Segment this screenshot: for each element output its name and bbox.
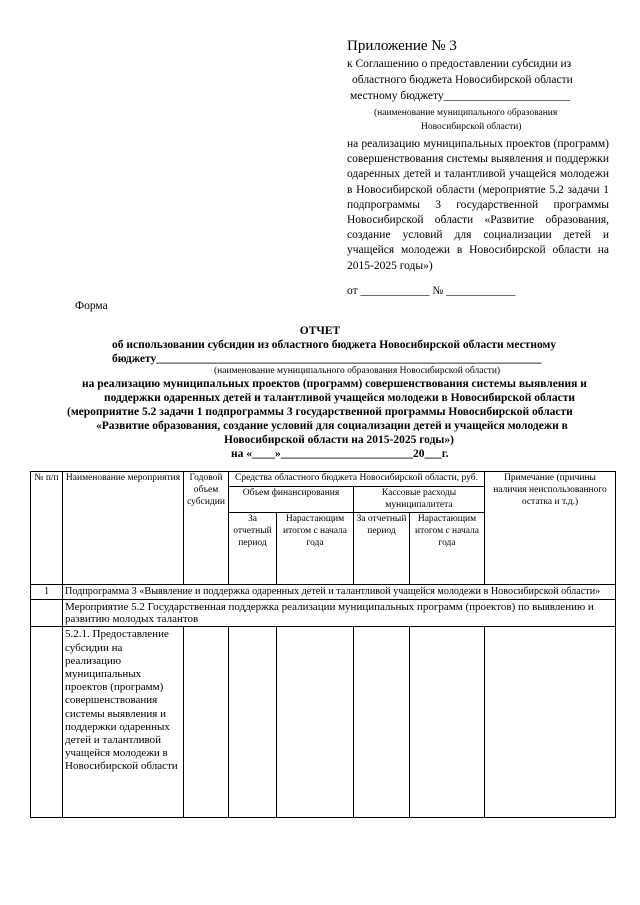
report-caption: (наименование муниципального образования Новосибирской области) bbox=[214, 366, 501, 376]
row-empty-cell bbox=[31, 600, 63, 627]
table-row bbox=[31, 600, 616, 627]
appendix-caption-1: (наименование муниципального образования bbox=[374, 108, 558, 118]
row-num: 1 bbox=[31, 585, 63, 600]
appendix-line-2: областного бюджета Новосибирской области bbox=[352, 74, 573, 86]
appendix-purpose: на реализацию муниципальных проектов (программ) совершенствования системы выявления и поддержки одаренных детей и талантливой учащейся молодежи в Новосибирской области (мероприятие 5.2 задачи 1 подпрограммы 3 государственной программы Новосибирской области «Развитие образования, создание условий для социализации детей и учащейся молодежи в Новосибирской области на 2015-2025 годы») bbox=[347, 138, 609, 272]
row-measure: Мероприятие 5.2 Государственная поддержка реализации муниципальных программ (проектов) по выявлению и развитию молодых талантов bbox=[63, 600, 616, 627]
header-cumulative-1: Нарастающим итогом с начала года bbox=[277, 513, 354, 585]
report-line-4: поддержки одаренных детей и талантливой учащейся молодежи в Новосибирской области bbox=[104, 392, 575, 404]
appendix-line-3: местному бюджету______________________ bbox=[350, 90, 571, 102]
report-line-6: «Развитие образования, создание условий для социализации детей и учащейся молодежи в bbox=[96, 420, 568, 432]
header-num: № п/п bbox=[31, 472, 63, 585]
row-empty-cell bbox=[229, 627, 277, 818]
report-table bbox=[30, 471, 616, 818]
row-empty-cell bbox=[184, 627, 229, 818]
row-empty-cell bbox=[410, 627, 485, 818]
report-line-2: бюджету___________________________________________________________________ bbox=[112, 353, 542, 365]
report-line-3: на реализацию муниципальных проектов (программ) совершенствования системы выявления и bbox=[82, 378, 587, 390]
header-name: Наименование мероприятия bbox=[63, 472, 184, 585]
header-funds: Средства областного бюджета Новосибирской области, руб. bbox=[229, 472, 485, 487]
header-cumulative-2: Нарастающим итогом с начала года bbox=[410, 513, 485, 585]
report-title: ОТЧЕТ bbox=[299, 325, 341, 337]
appendix-from-line: от ____________ № ____________ bbox=[347, 285, 516, 297]
header-annual: Годовой объем субсидии bbox=[184, 472, 229, 585]
table-row bbox=[31, 627, 616, 818]
report-line-7: Новосибирской области на 2015-2025 годы») bbox=[224, 434, 454, 446]
form-label: Форма bbox=[75, 300, 108, 312]
report-line-5: (мероприятие 5.2 задачи 1 подпрограммы 3 государственной программы Новосибирской области bbox=[67, 406, 573, 418]
row-empty-cell bbox=[31, 627, 63, 818]
row-subprogram: Подпрограмма 3 «Выявление и поддержка одаренных детей и талантливой учащейся молодежи в Новосибирской области» bbox=[63, 585, 616, 600]
header-note: Примечание (причины наличия неиспользованного остатка и т.д.) bbox=[485, 472, 616, 585]
appendix-line-1: к Соглашению о предоставлении субсидии из bbox=[347, 58, 572, 70]
report-line-1: об использовании субсидии из областного бюджета Новосибирской области местному bbox=[112, 339, 557, 351]
header-period-1: За отчетный период bbox=[229, 513, 277, 585]
header-period-2: За отчетный период bbox=[354, 513, 410, 585]
header-financing: Объем финансирования bbox=[229, 486, 354, 513]
report-date-line: на «____»_______________________20___г. bbox=[231, 448, 449, 460]
row-empty-cell bbox=[485, 627, 616, 818]
row-empty-cell bbox=[354, 627, 410, 818]
header-cash: Кассовые расходы муниципалитета bbox=[354, 486, 485, 513]
appendix-caption-2: Новосибирской области) bbox=[421, 122, 522, 132]
appendix-title: Приложение № 3 bbox=[347, 38, 457, 54]
table-row bbox=[31, 585, 616, 600]
row-empty-cell bbox=[277, 627, 354, 818]
row-subsidy-provision: 5.2.1. Предоставление субсидии на реализацию муниципальных проектов (программ) совершенствования системы выявления и поддержки одаренных детей и талантливой учащейся молодежи в Новосибирской области bbox=[63, 627, 184, 818]
